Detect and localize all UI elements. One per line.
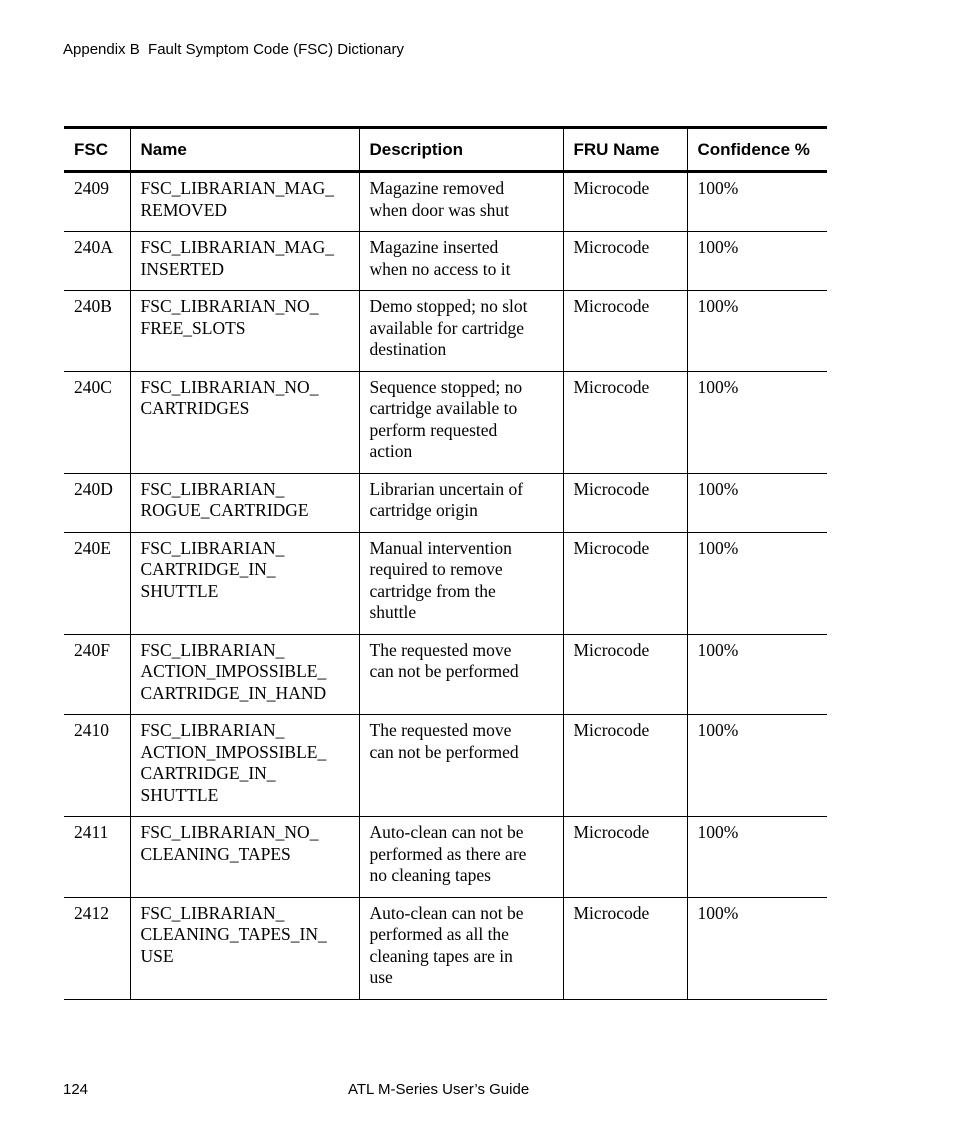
fsc-table [64, 126, 827, 1000]
fsc-cell: 240B [74, 296, 112, 316]
table-header [64, 128, 827, 172]
running-head: Appendix B Fault Symptom Code (FSC) Dictionary [63, 41, 404, 58]
column-header-confidence: Confidence % [687, 128, 827, 172]
confidence-cell: 100% [687, 232, 827, 291]
confidence-cell: 100% [687, 172, 827, 232]
fru-name-cell: Microcode [563, 232, 687, 291]
confidence-cell: 100% [687, 634, 827, 715]
fsc-cell: 2410 [74, 720, 109, 740]
confidence-cell: 100% [687, 715, 827, 817]
description-cell: Manual intervention required to remove cartridge from the shuttle [359, 532, 563, 634]
confidence-cell: 100% [687, 291, 827, 372]
column-header-name: Name [130, 128, 359, 172]
name-cell: FSC_LIBRARIAN_ CLEANING_TAPES_IN_ USE [130, 897, 359, 999]
confidence-cell: 100% [687, 817, 827, 898]
confidence-cell: 100% [687, 473, 827, 532]
fsc-cell: 240F [74, 639, 110, 660]
name-cell: FSC_LIBRARIAN_NO_ FREE_SLOTS [130, 291, 359, 372]
fsc-cell: 240C [74, 376, 112, 397]
table-body [64, 172, 827, 1000]
description-cell: Librarian uncertain of cartridge origin [359, 473, 563, 532]
fru-name-cell: Microcode [563, 897, 687, 999]
fru-name-cell: Microcode [563, 371, 687, 473]
name-cell: FSC_LIBRARIAN_NO_ CARTRIDGES [130, 371, 359, 473]
table-row [64, 172, 827, 232]
fsc-cell: 2412 [74, 902, 109, 923]
table-row [64, 232, 827, 291]
table-row [64, 371, 827, 473]
confidence-cell: 100% [687, 897, 827, 999]
name-cell: FSC_LIBRARIAN_ ACTION_IMPOSSIBLE_ CARTRIDGE_IN_HAND [130, 634, 359, 715]
name-cell: FSC_LIBRARIAN_ ROGUE_CARTRIDGE [130, 473, 359, 532]
confidence-cell: 100% [687, 532, 827, 634]
fsc-cell: 2409 [74, 178, 109, 198]
fsc-cell: 240D [74, 478, 113, 499]
fsc-cell: 240A [74, 237, 113, 257]
fru-name-cell: Microcode [563, 817, 687, 898]
description-cell: The requested move can not be performed [359, 715, 563, 817]
name-cell: FSC_LIBRARIAN_ CARTRIDGE_IN_ SHUTTLE [130, 532, 359, 634]
page-number: 124 [63, 1081, 89, 1098]
description-cell: Demo stopped; no slot available for cartridge destination [359, 291, 563, 372]
table-row [64, 532, 827, 634]
column-header-fru-name: FRU Name [563, 128, 687, 172]
table-row [64, 473, 827, 532]
name-cell: FSC_LIBRARIAN_NO_ CLEANING_TAPES [130, 817, 359, 898]
fru-name-cell: Microcode [563, 291, 687, 372]
table-row [64, 897, 827, 999]
description-cell: Auto-clean can not be performed as there are no cleaning tapes [359, 817, 563, 898]
column-header-fsc: FSC [74, 139, 108, 159]
document-title: ATL M-Series User’s Guide [348, 1081, 530, 1098]
table-row [64, 817, 827, 898]
name-cell: FSC_LIBRARIAN_MAG_ REMOVED [130, 172, 359, 232]
description-cell: Sequence stopped; no cartridge available to perform requested action [359, 371, 563, 473]
table-row [64, 634, 827, 715]
description-cell: Magazine removed when door was shut [359, 172, 563, 232]
fsc-cell: 2411 [74, 822, 109, 842]
name-cell: FSC_LIBRARIAN_ ACTION_IMPOSSIBLE_ CARTRIDGE_IN_ SHUTTLE [130, 715, 359, 817]
table-row [64, 291, 827, 372]
confidence-cell: 100% [687, 371, 827, 473]
description-cell: The requested move can not be performed [359, 634, 563, 715]
name-cell: FSC_LIBRARIAN_MAG_ INSERTED [130, 232, 359, 291]
fsc-cell: 240E [74, 537, 111, 558]
fru-name-cell: Microcode [563, 715, 687, 817]
fru-name-cell: Microcode [563, 172, 687, 232]
fru-name-cell: Microcode [563, 473, 687, 532]
description-cell: Auto-clean can not be performed as all the cleaning tapes are in use [359, 897, 563, 999]
table-row [64, 715, 827, 817]
column-header-description: Description [359, 128, 563, 172]
fru-name-cell: Microcode [563, 532, 687, 634]
fru-name-cell: Microcode [563, 634, 687, 715]
description-cell: Magazine inserted when no access to it [359, 232, 563, 291]
